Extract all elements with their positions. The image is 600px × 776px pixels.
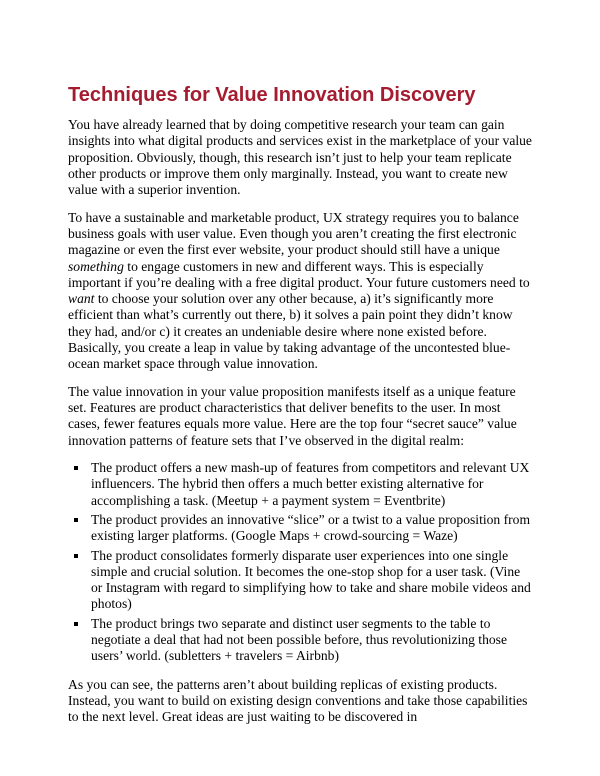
list-item: ▪ The product consolidates formerly disparate user experiences into one single simple and crucial solution. It becomes the one-stop shop for a user task. (Vine or Instagram with regard to simplifying how to take and share mobile videos and photos) [89,548,534,613]
page-title: Techniques for Value Innovation Discovery [68,84,476,106]
list-item: ▪ The product offers a new mash-up of features from competitors and relevant UX influencers. The hybrid then offers a much better existing alternative for accomplishing a task. (Meetup + a payment system = Eventbrite) [89,460,534,509]
list-item: ▪ The product brings two separate and distinct user segments to the table to negotiate a deal that had not been possible before, thus revolutionizing those users’ world. (subletters + travelers = Airbnb) [89,616,534,665]
paragraph-ux-strategy: To have a sustainable and marketable product, UX strategy requires you to balance business goals with user value. Even though you aren’t creating the first electronic magazine or even the first ever website, your product should still have a unique something to engage customers in new and different ways. This is especially important if you’re dealing with a free digital product. Your future customers need to want to choose your solution over any other because, a) it’s significantly more efficient than what’s currently out there, b) it solves a pain point they didn’t know they had, and/or c) it creates an undeniable desire where none existed before. Basically, you create a leap in value by taking advantage of the uncontested blue-ocean market space through value innovation. [68,209,530,372]
paragraph-closing: As you can see, the patterns aren’t about building replicas of existing products. Instead, you want to build on existing design conventions and take those capabilities to the next level. Great ideas are just waiting to be discovered in [68,676,528,725]
paragraph-value-innovation: The value innovation in your value proposition manifests itself as a unique feature set. Features are product characteristics that deliver benefits to the user. In most cases, fewer features equals more value. Here are the top four “secret sauce” value innovation patterns of feature sets that I’ve observed in the digital realm: [68,383,517,448]
paragraph-intro: You have already learned that by doing competitive research your team can gain insights into what digital products and services exist in the marketplace of your value proposition. Obviously, though, this research isn’t just to help your team replicate other products or improve them only marginally. Instead, you want to create new value with a superior invention. [68,117,532,198]
bullet-list [68,460,534,665]
list-item: ▪ The product provides an innovative “slice” or a twist to a value proposition from existing larger platforms. (Google Maps + crowd-sourcing = Waze) [89,512,534,545]
